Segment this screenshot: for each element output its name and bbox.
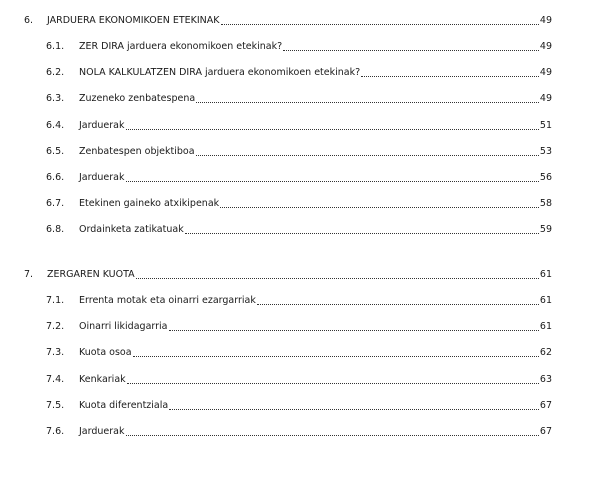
dot-leader [169,322,539,332]
dot-leader [126,173,539,183]
toc-number: 7.1. [46,295,65,306]
toc-page-number: 51 [539,120,552,131]
toc-title: Kuota osoa [79,347,132,358]
toc-entry-7-5[interactable] [46,397,552,411]
dot-leader [169,401,539,411]
toc-title: Jarduerak [79,172,125,183]
dot-leader [185,225,539,235]
toc-entry-6-5[interactable] [46,143,552,157]
toc-title: NOLA KALKULATZEN DIRA jarduera ekonomikoen etekinak? [79,67,361,78]
toc-entry-6-3[interactable] [46,90,552,104]
toc-page-number: 53 [539,146,552,157]
toc-entry-6-4[interactable] [46,117,552,131]
toc-entry-7-1[interactable] [46,292,552,306]
toc-entry-6-1[interactable] [46,38,552,52]
toc-title: Zenbatespen objektiboa [79,146,195,157]
dot-leader [361,68,539,78]
toc-number: 6.3. [46,93,65,104]
toc-number: 6. [24,15,34,26]
toc-title: Jarduerak [79,120,125,131]
toc-entry-6-8[interactable] [46,221,552,235]
toc-title: ZERGAREN KUOTA [47,269,135,280]
toc-number: 6.2. [46,67,65,78]
toc-chapter-7[interactable] [24,266,552,280]
toc-page-number: 56 [539,172,552,183]
dot-leader [220,199,539,209]
dot-leader [136,270,539,280]
toc-number: 6.6. [46,172,65,183]
toc-title: Etekinen gaineko atxikipenak [79,198,220,209]
toc-entry-6-2[interactable] [46,64,552,78]
dot-leader [126,427,539,437]
toc-entry-7-3[interactable] [46,344,552,358]
toc-page-number: 49 [539,15,552,26]
dot-leader [127,375,539,385]
toc-number: 6.5. [46,146,65,157]
toc-entry-7-2[interactable] [46,318,552,332]
toc-page-number: 58 [539,198,552,209]
dot-leader [221,16,539,26]
toc-entry-7-6[interactable] [46,423,552,437]
dot-leader [196,147,539,157]
toc-page-number: 67 [539,400,552,411]
toc-page-number: 49 [539,41,552,52]
dot-leader [133,348,539,358]
toc-number: 7.2. [46,321,65,332]
toc-title: ZER DIRA jarduera ekonomikoen etekinak? [79,41,283,52]
toc-page-number: 49 [539,93,552,104]
toc-number: 6.4. [46,120,65,131]
toc-title: Kenkariak [79,374,126,385]
toc-entry-7-4[interactable] [46,371,552,385]
toc-title: Zuzeneko zenbatespena [79,93,196,104]
toc-page-number: 61 [539,295,552,306]
toc-page-number: 62 [539,347,552,358]
toc-number: 7. [24,269,34,280]
toc-page-number: 49 [539,67,552,78]
dot-leader [126,121,539,131]
dot-leader [196,94,539,104]
toc-page-number: 59 [539,224,552,235]
dot-leader [257,296,539,306]
toc-number: 7.3. [46,347,65,358]
toc-number: 6.1. [46,41,65,52]
toc-title: Jarduerak [79,426,125,437]
toc-title: Kuota diferentziala [79,400,169,411]
toc-page-number: 61 [539,269,552,280]
toc-title: JARDUERA EKONOMIKOEN ETEKINAK [47,15,220,26]
toc-title: Ordainketa zatikatuak [79,224,184,235]
toc-entry-6-7[interactable] [46,195,552,209]
toc-number: 7.5. [46,400,65,411]
toc-number: 6.7. [46,198,65,209]
toc-title: Errenta motak eta oinarri ezargarriak [79,295,256,306]
toc-page-number: 63 [539,374,552,385]
toc-chapter-6[interactable] [24,12,552,26]
toc-page-number: 61 [539,321,552,332]
toc-page-number: 67 [539,426,552,437]
toc-number: 7.4. [46,374,65,385]
toc-number: 7.6. [46,426,65,437]
toc-title: Oinarri likidagarria [79,321,168,332]
toc-number: 6.8. [46,224,65,235]
toc-entry-6-6[interactable] [46,169,552,183]
dot-leader [283,42,539,52]
